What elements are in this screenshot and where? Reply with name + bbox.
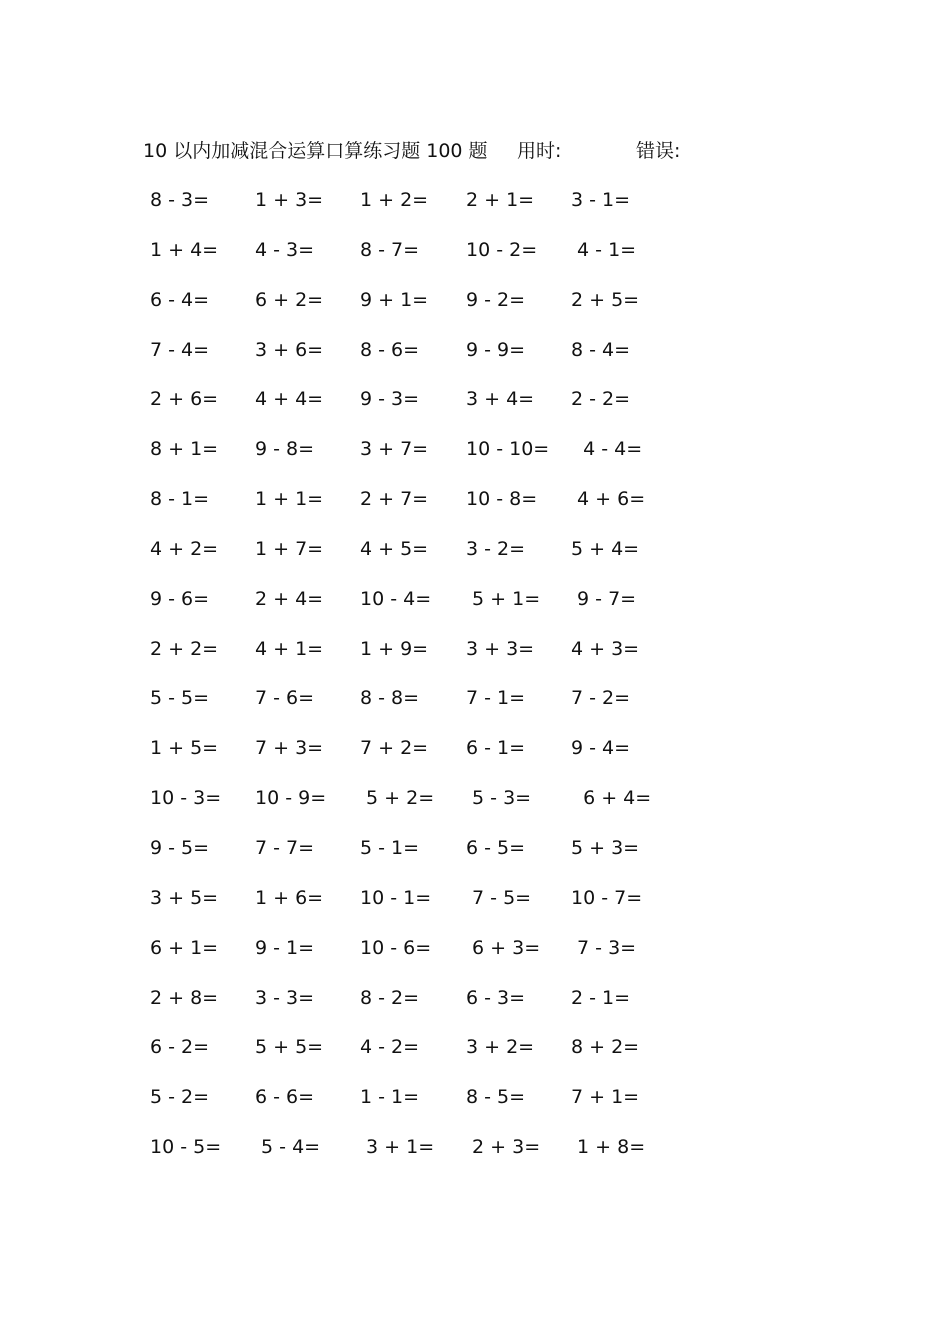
math-problem: 1 + 3=	[255, 189, 324, 211]
error-count-label: 错误:	[636, 140, 681, 162]
math-problem: 4 + 2=	[150, 537, 219, 560]
math-problem: 2 + 7=	[360, 488, 429, 511]
math-problem: 3 + 1=	[360, 1136, 435, 1159]
math-problem: 8 - 1=	[150, 488, 210, 511]
math-problem: 10 - 6=	[360, 936, 432, 959]
problem-row	[150, 236, 710, 286]
math-problem: 1 + 5=	[150, 737, 219, 760]
math-problem: 3 + 6=	[255, 338, 324, 361]
problem-row	[150, 435, 710, 485]
math-problem: 7 - 2=	[571, 687, 631, 710]
math-problem: 5 - 1=	[360, 836, 420, 859]
problem-row	[150, 734, 710, 784]
math-problem: 6 - 3=	[466, 986, 526, 1009]
math-problem: 3 - 1=	[571, 189, 631, 211]
math-problem: 10 - 5=	[150, 1136, 222, 1159]
math-problem: 4 - 4=	[571, 438, 643, 461]
problem-row	[150, 884, 710, 934]
math-problem: 5 - 4=	[255, 1136, 321, 1159]
math-problem: 6 - 5=	[466, 836, 526, 859]
math-problem: 4 + 5=	[360, 537, 429, 560]
math-problem: 9 - 2=	[466, 288, 526, 311]
math-problem: 9 - 5=	[150, 836, 210, 859]
math-problem: 7 + 1=	[571, 1086, 640, 1109]
math-problem: 3 + 5=	[150, 886, 219, 909]
math-problem: 6 - 6=	[255, 1086, 315, 1109]
math-problem: 1 + 9=	[360, 637, 429, 660]
problem-row	[150, 1133, 710, 1183]
math-problem: 1 + 6=	[255, 886, 324, 909]
math-problem: 9 - 1=	[255, 936, 315, 959]
math-problem: 4 - 1=	[571, 238, 637, 261]
problem-row	[150, 984, 710, 1034]
math-problem: 8 - 4=	[571, 338, 631, 361]
problem-row	[150, 1033, 710, 1083]
math-problem: 9 - 4=	[571, 737, 631, 760]
math-problem: 2 + 1=	[466, 189, 535, 211]
problem-row	[150, 684, 710, 734]
problem-grid	[150, 186, 710, 1183]
math-problem: 2 - 1=	[571, 986, 631, 1009]
math-problem: 4 + 4=	[255, 388, 324, 411]
problem-row	[150, 385, 710, 435]
math-problem: 5 + 3=	[571, 836, 640, 859]
math-problem: 6 - 1=	[466, 737, 526, 760]
problem-row	[150, 336, 710, 386]
math-problem: 2 + 3=	[466, 1136, 541, 1159]
problem-row	[150, 186, 710, 236]
math-problem: 4 - 3=	[255, 238, 315, 261]
math-problem: 2 + 5=	[571, 288, 640, 311]
problem-row	[150, 934, 710, 984]
math-problem: 3 - 2=	[466, 537, 526, 560]
math-problem: 5 + 2=	[360, 787, 435, 810]
math-problem: 8 - 5=	[466, 1086, 526, 1109]
math-problem: 7 - 4=	[150, 338, 210, 361]
math-problem: 3 + 4=	[466, 388, 535, 411]
math-problem: 6 - 2=	[150, 1036, 210, 1059]
math-problem: 5 + 1=	[466, 587, 541, 610]
math-problem: 10 - 3=	[150, 787, 222, 810]
math-problem: 8 - 6=	[360, 338, 420, 361]
math-problem: 3 + 7=	[360, 438, 429, 461]
math-problem: 4 + 3=	[571, 637, 640, 660]
math-problem: 5 - 3=	[466, 787, 532, 810]
worksheet-title: 10 以内加减混合运算口算练习题 100 题	[143, 140, 488, 162]
math-problem: 8 + 2=	[571, 1036, 640, 1059]
math-problem: 7 - 7=	[255, 836, 315, 859]
problem-row	[150, 834, 710, 884]
math-problem: 7 + 2=	[360, 737, 429, 760]
math-problem: 5 - 5=	[150, 687, 210, 710]
math-problem: 6 + 4=	[571, 787, 652, 810]
math-problem: 9 - 6=	[150, 587, 210, 610]
math-problem: 3 + 2=	[466, 1036, 535, 1059]
math-problem: 4 + 1=	[255, 637, 324, 660]
math-problem: 9 - 7=	[571, 587, 637, 610]
math-problem: 3 - 3=	[255, 986, 315, 1009]
math-problem: 6 + 3=	[466, 936, 541, 959]
math-problem: 2 + 2=	[150, 637, 219, 660]
math-problem: 8 - 7=	[360, 238, 420, 261]
math-problem: 10 - 2=	[466, 238, 538, 261]
math-problem: 4 - 2=	[360, 1036, 420, 1059]
math-problem: 5 + 4=	[571, 537, 640, 560]
math-problem: 7 - 6=	[255, 687, 315, 710]
problem-row	[150, 485, 710, 535]
math-problem: 4 + 6=	[571, 488, 646, 511]
math-problem: 7 - 1=	[466, 687, 526, 710]
problem-row	[150, 635, 710, 685]
math-problem: 2 + 4=	[255, 587, 324, 610]
math-problem: 7 - 3=	[571, 936, 637, 959]
math-problem: 1 + 2=	[360, 189, 429, 211]
math-problem: 10 - 4=	[360, 587, 432, 610]
math-problem: 10 - 7=	[571, 886, 643, 909]
math-problem: 1 - 1=	[360, 1086, 420, 1109]
math-problem: 1 + 8=	[571, 1136, 646, 1159]
math-problem: 8 - 2=	[360, 986, 420, 1009]
math-problem: 2 + 6=	[150, 388, 219, 411]
math-problem: 1 + 7=	[255, 537, 324, 560]
problem-row	[150, 286, 710, 336]
math-problem: 3 + 3=	[466, 637, 535, 660]
math-problem: 10 - 10=	[466, 438, 550, 461]
math-problem: 8 + 1=	[150, 438, 219, 461]
math-problem: 6 + 2=	[255, 288, 324, 311]
math-problem: 8 - 3=	[150, 189, 210, 211]
problem-row	[150, 784, 710, 834]
math-problem: 10 - 1=	[360, 886, 432, 909]
math-problem: 1 + 1=	[255, 488, 324, 511]
math-problem: 6 + 1=	[150, 936, 219, 959]
math-problem: 7 + 3=	[255, 737, 324, 760]
math-problem: 2 + 8=	[150, 986, 219, 1009]
math-problem: 5 - 2=	[150, 1086, 210, 1109]
math-problem: 9 + 1=	[360, 288, 429, 311]
math-problem: 9 - 8=	[255, 438, 315, 461]
math-problem: 7 - 5=	[466, 886, 532, 909]
math-problem: 10 - 9=	[255, 787, 327, 810]
math-problem: 10 - 8=	[466, 488, 538, 511]
math-problem: 9 - 9=	[466, 338, 526, 361]
math-problem: 6 - 4=	[150, 288, 210, 311]
math-problem: 8 - 8=	[360, 687, 420, 710]
time-used-label: 用时:	[517, 140, 562, 162]
math-problem: 1 + 4=	[150, 238, 219, 261]
math-problem: 2 - 2=	[571, 388, 631, 411]
problem-row	[150, 535, 710, 585]
problem-row	[150, 1083, 710, 1133]
problem-row	[150, 585, 710, 635]
math-problem: 5 + 5=	[255, 1036, 324, 1059]
math-problem: 9 - 3=	[360, 388, 420, 411]
